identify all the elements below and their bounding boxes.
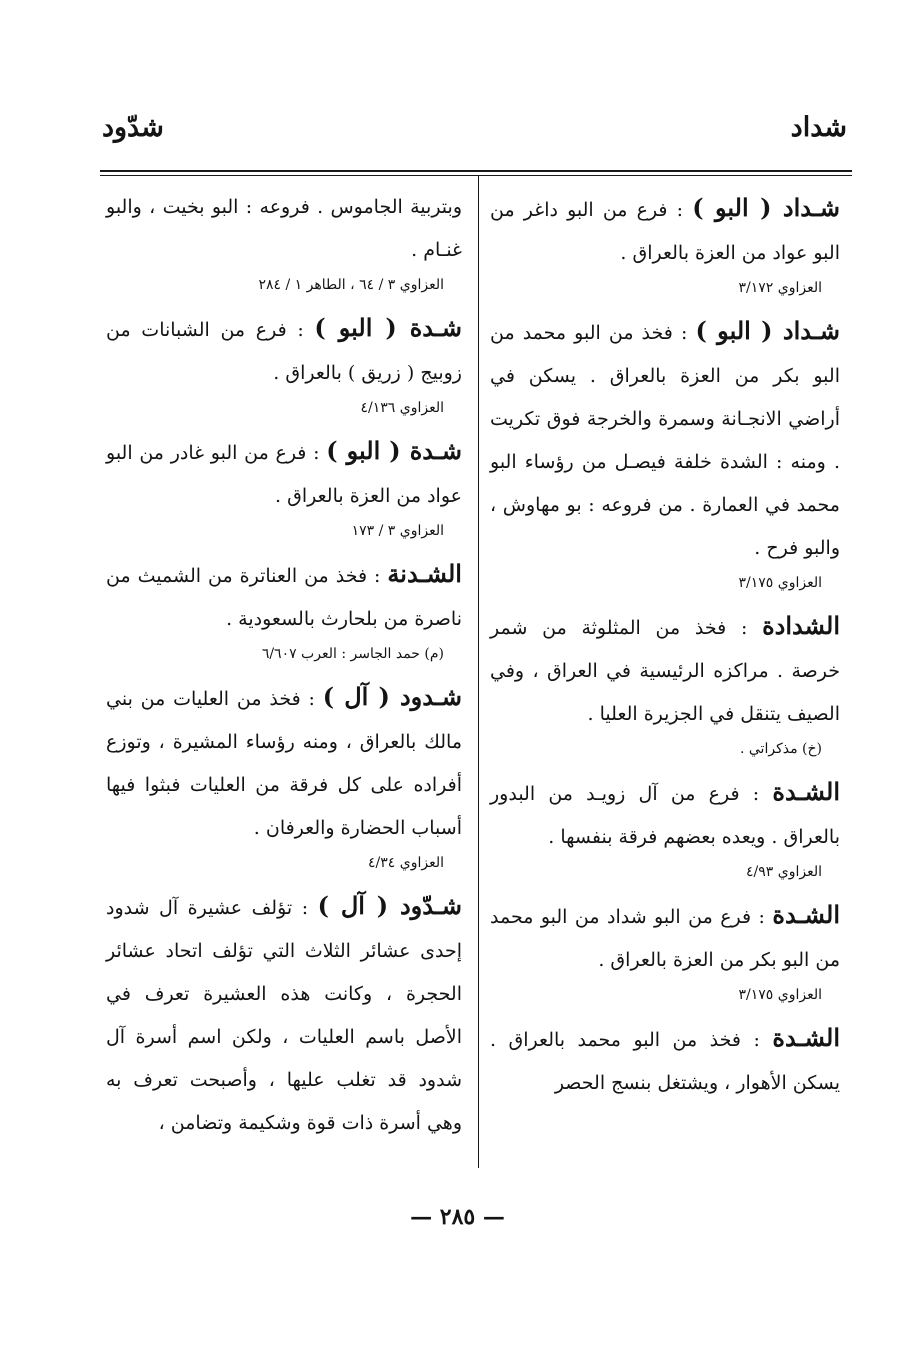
entry-headword: شـدّود ( آل ) — [317, 891, 462, 920]
entry — [106, 675, 462, 876]
entry-source: العزاوي ٣/١٧٥ — [738, 575, 822, 591]
entry-text: وبتربية الجاموس . فروعه : البو بخيت ، والبو غنـام . — [106, 196, 462, 261]
entry-text: : فخذ من البو محمد بالعراق . يسكن الأهوار ، ويشتغل بنسج الحصر — [490, 1029, 840, 1094]
entry-continuation — [106, 186, 462, 298]
entry-headword: الشـدة — [772, 1023, 840, 1052]
entry-text: : فرع من البو داغر من البو عواد من العزة بالعراق . — [490, 199, 840, 264]
entry-body — [106, 186, 462, 272]
entry-source: العزاوي ٤/٣٤ — [368, 855, 444, 871]
entry — [490, 893, 840, 1008]
entry-text: : فرع من آل زويـد من البدور بالعراق . ويعده بعضهم فرقة بنفسها . — [490, 783, 840, 848]
entry-source: (م) حمد الجاسر : العرب ٦/٦٠٧ — [261, 646, 444, 662]
entry-headword: شـدة ( البو ) — [314, 313, 463, 342]
running-head-left: شدّود — [102, 112, 164, 143]
header-rule-thin — [100, 175, 852, 176]
entry-source: العزاوي ٣/١٧٢ — [738, 280, 822, 296]
right-column — [490, 186, 840, 1113]
entry-headword: الشـدنة — [387, 559, 462, 588]
entry-headword: شـداد ( البو ) — [692, 193, 840, 222]
entry-headword: شـدة ( البو ) — [326, 436, 463, 465]
entry-headword: الشـدة — [772, 777, 840, 806]
entry-text: : تؤلف عشيرة آل شدود إحدى عشائر الثلاث التي تؤلف اتحاد عشائر الحجرة ، وكانت هذه العشيرة تعرف في الأصل باسم العليات ، ولكن اسم أسرة آل شدود قد تغلب عليها ، وأصبحت تعرف به وهي أسرة ذات قوة وشكيمة وتضامن ، — [106, 897, 462, 1134]
entry-text: : فرع من البو شداد من البو محمد من البو بكر من العزة بالعراق . — [490, 906, 840, 971]
entry-source: العزاوي ٣/١٧٥ — [738, 987, 822, 1003]
left-column — [106, 186, 462, 1153]
header-rule — [100, 170, 852, 172]
entry — [106, 552, 462, 667]
entry-source: (خ) مذكراتي . — [739, 741, 822, 757]
entry — [490, 1016, 840, 1105]
entry-headword: شـدود ( آل ) — [322, 682, 462, 711]
entry — [490, 186, 840, 301]
entry — [106, 884, 462, 1145]
running-head-right: شداد — [790, 112, 847, 143]
entry — [490, 309, 840, 596]
entry-text: : فرع من البو غادر من البو عواد من العزة بالعراق . — [106, 442, 462, 507]
entry-body — [490, 186, 840, 275]
entry — [106, 306, 462, 421]
entry-source: العزاوي ٤/٩٣ — [746, 864, 822, 880]
entry-text: : فخذ من العناترة من الشميث من ناصرة من بلحارث بالسعودية . — [106, 565, 462, 630]
entry-headword: الشـدة — [772, 900, 840, 929]
entry-text: : فخذ من المثلوثة من شمر خرصة . مراكزه الرئيسية في العراق ، وفي الصيف يتنقل في الجزيرة العليا . — [490, 617, 840, 725]
page-number: — ٢٨٥ — — [410, 1204, 505, 1230]
entry-body — [490, 1016, 840, 1105]
entry-text: : فرع من الشبانات من زوبيج ( زريق ) بالعراق . — [106, 319, 462, 384]
entry-source: العزاوي ٣ / ٦٤ ، الطاهر ١ / ٢٨٤ — [258, 277, 444, 293]
entry — [490, 770, 840, 885]
entry-source: العزاوي ٣ / ١٧٣ — [351, 523, 444, 539]
entry-body — [106, 552, 462, 641]
entry-body — [490, 309, 840, 570]
entry-text: : فخذ من العليات من بني مالك بالعراق ، ومنه رؤساء المشيرة ، وتوزع أفراده على كل فرقة من العليات فبثوا فيها أسباب الحضارة والعرفان . — [106, 688, 462, 839]
entry-body — [490, 893, 840, 982]
entry-headword: الشدادة — [762, 611, 840, 640]
entry-body — [106, 429, 462, 518]
entry-body — [490, 604, 840, 736]
entry-body — [106, 306, 462, 395]
entry-headword: شـداد ( البو ) — [695, 316, 841, 345]
entry — [490, 604, 840, 762]
column-divider — [478, 176, 479, 1168]
entry-body — [106, 675, 462, 850]
entry-source: العزاوي ٤/١٣٦ — [360, 400, 444, 416]
entry-body — [106, 884, 462, 1145]
entry-text: : فخذ من البو محمد من البو بكر من العزة بالعراق . يسكن في أراضي الانجـانة وسمرة والخرجة فوق تكريت . ومنه : الشدة خلفة فيصـل من رؤساء البو محمد في العمارة . من فروعه : بو مهاوش ، والبو فرح . — [490, 322, 840, 559]
entry — [106, 429, 462, 544]
entry-body — [490, 770, 840, 859]
